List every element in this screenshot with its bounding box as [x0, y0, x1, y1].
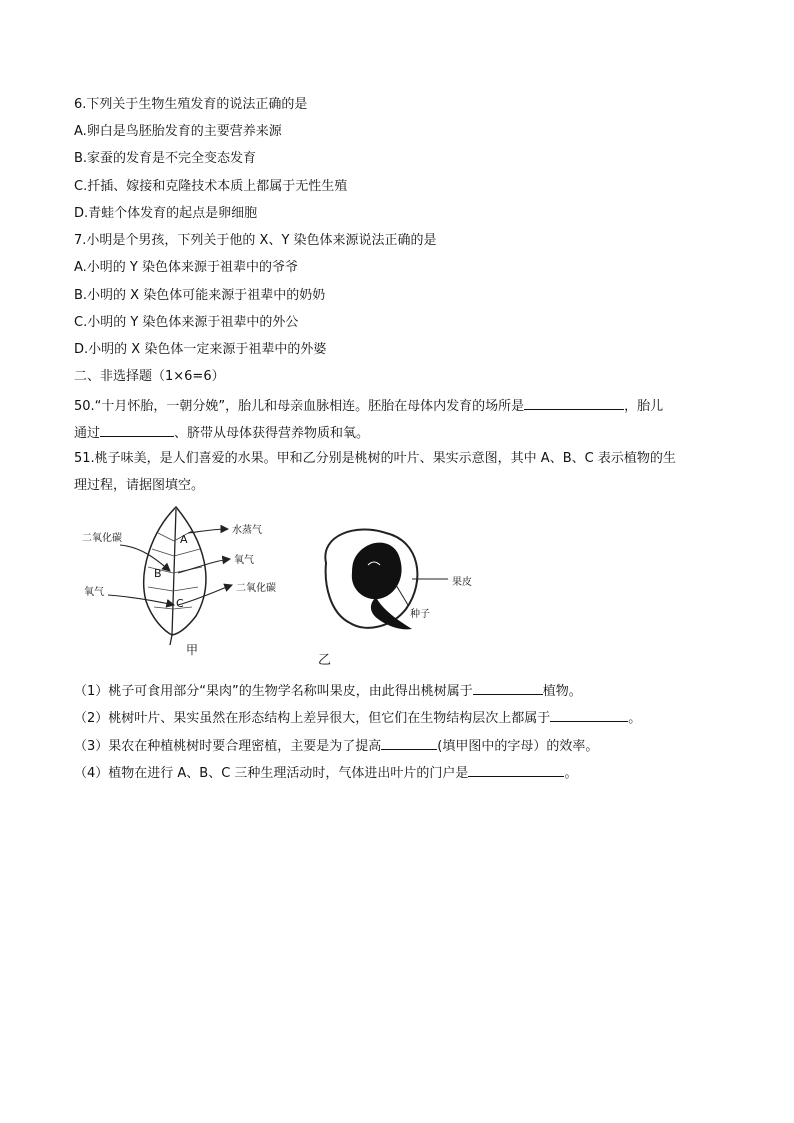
q6-option-b: B.家蚕的发育是不完全变态发育 — [74, 151, 257, 166]
label-co2-in: 二氧化碳 — [82, 533, 122, 544]
arrow-o2-in — [108, 595, 174, 605]
mark-a: A — [180, 533, 188, 546]
mark-c: C — [176, 597, 184, 610]
q51-blank-3[interactable] — [381, 736, 437, 750]
q51-line1: 51.桃子味美，是人们喜爱的水果。甲和乙分别是桃树的叶片、果实示意图，其中 A、B、C 表示植物的生 — [74, 451, 676, 466]
caption-yi: 乙 — [318, 653, 332, 668]
q51-sub1-tail: 植物。 — [542, 684, 582, 699]
q50-text-1: 50.“十月怀胎，一朝分娩”，胎儿和母亲血脉相连。胚胎在母体内发育的场所是 — [74, 399, 525, 414]
q7-option-a: A.小明的 Y 染色体来源于祖辈中的爷爷 — [74, 260, 299, 275]
q7-stem: 7.小明是个男孩，下列关于他的 X、Y 染色体来源说法正确的是 — [74, 233, 437, 248]
leaf-midrib — [170, 509, 176, 645]
q50-blank-2[interactable] — [100, 423, 174, 437]
q6-option-c: C.扦插、嫁接和克隆技术本质上都属于无性生殖 — [74, 179, 348, 194]
label-o2-in: 氧气 — [84, 587, 104, 598]
q7-option-c: C.小明的 Y 染色体来源于祖辈中的外公 — [74, 315, 299, 330]
figure-drawing — [74, 501, 484, 671]
q51-line2: 理过程，请据图填空。 — [74, 478, 205, 493]
q6-stem: 6.下列关于生物生殖发育的说法正确的是 — [74, 97, 308, 112]
label-water-vapor: 水蒸气 — [232, 525, 262, 536]
q51-sub4-tail: 。 — [564, 766, 578, 781]
q50-text-3: 通过 — [74, 426, 101, 441]
label-o2-out: 氧气 — [234, 555, 254, 566]
mark-b: B — [154, 567, 162, 580]
label-co2-out: 二氧化碳 — [236, 583, 276, 594]
q7-option-b: B.小明的 X 染色体可能来源于祖辈中的奶奶 — [74, 288, 326, 303]
q51-blank-1[interactable] — [473, 681, 543, 695]
q51-blank-2[interactable] — [550, 708, 628, 722]
q50-text-2: ，胎儿 — [624, 399, 664, 414]
q50-blank-1[interactable] — [524, 396, 624, 410]
q51-sub2 — [74, 708, 641, 728]
q50-line2 — [74, 423, 369, 443]
q51-sub4-text: （4）植物在进行 A、B、C 三种生理活动时，气体进出叶片的门户是 — [74, 766, 469, 781]
label-seed: 种子 — [410, 609, 430, 620]
arrow-water-out — [188, 529, 228, 533]
figure-leaf-and-fruit — [74, 501, 484, 671]
q51-sub3-text: （3）果农在种植桃树时要合理密植，主要是为了提高 — [74, 739, 382, 754]
label-peel: 果皮 — [452, 577, 472, 588]
q51-sub1 — [74, 681, 582, 701]
q51-sub4 — [74, 763, 577, 783]
fruit-stone — [352, 543, 402, 600]
section-heading: 二、非选择题（1×6=6） — [74, 369, 225, 384]
q7-option-d: D.小明的 X 染色体一定来源于祖辈中的外婆 — [74, 342, 327, 357]
q50-line1 — [74, 396, 663, 416]
q6-option-d: D.青蛙个体发育的起点是卵细胞 — [74, 206, 258, 221]
pointer-seed — [396, 585, 408, 605]
q50-text-4: 、脐带从母体获得营养物质和氧。 — [174, 426, 370, 441]
q51-sub3-tail: (填甲图中的字母）的效率。 — [437, 739, 599, 754]
caption-jia: 甲 — [186, 643, 199, 657]
q51-sub2-text: （2）桃树叶片、果实虽然在形态结构上差异很大，但它们在生物结构层次上都属于 — [74, 711, 551, 726]
q51-sub3 — [74, 736, 598, 756]
q51-blank-4[interactable] — [468, 763, 564, 777]
q6-option-a: A.卵白是鸟胚胎发育的主要营养来源 — [74, 124, 282, 139]
q51-sub2-tail: 。 — [628, 711, 642, 726]
q51-sub1-text: （1）桃子可食用部分“果肉”的生物学名称叫果皮，由此得出桃树属于 — [74, 684, 473, 699]
